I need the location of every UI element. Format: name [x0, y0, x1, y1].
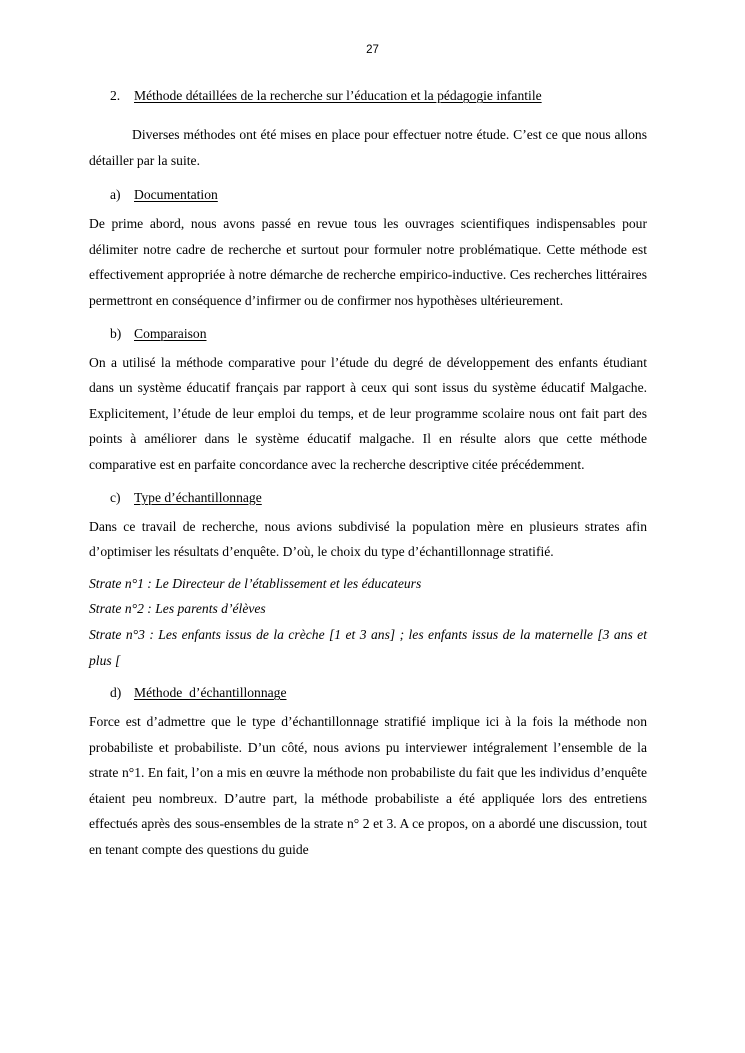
subsection-heading-type-echantillonnage: [110, 488, 647, 508]
strate-1: Strate n°1 : Le Directeur de l’établissement et les éducateurs: [89, 575, 422, 591]
type-echantillonnage-paragraph: Dans ce travail de recherche, nous avions subdivisé la population mère en plusieurs strates afin d’optimiser les résultats d’enquête. D’où, le choix du type d’échantillonnage stratifié.: [89, 518, 647, 560]
subsection-heading-methode-echantillonnage: [110, 683, 647, 703]
subsection-title: Comparaison: [134, 325, 207, 341]
section-heading: [110, 86, 647, 106]
methode-echantillonnage-paragraph: Force est d’admettre que le type d’échantillonnage stratifié implique ici à la fois la méthode non probabiliste et probabiliste. D’un côté, nous avions pu interviewer intégralement l’ensemble de la strate n°1. En fait, l’on a mis en œuvre la méthode non probabiliste du fait que les individus d’enquête étaient peu nombreux. D’autre part, la méthode probabiliste a été appliquée lors des entretiens effectués après des sous-ensembles de la strate n° 2 et 3. A ce propos, on a abordé une discussion, tout en tenant compte des questions du guide: [89, 714, 647, 858]
section-title: Méthode détaillées de la recherche sur l’éducation et la pédagogie infantile: [134, 88, 542, 103]
documentation-paragraph: De prime abord, nous avons passé en revue tous les ouvrages scientifiques indispensables pour délimiter notre cadre de recherche et surtout pour formuler notre problématique. Cette méthode est effectivement appropriée à notre démarche de recherche empirico-inductive. Ces recherches littéraires permettront en conséquence d’infirmer ou de confirmer nos hypothèses ultérieurement.: [89, 216, 647, 308]
subsection-letter: a): [110, 187, 121, 203]
section-number: 2.: [110, 88, 121, 103]
subsection-heading-comparaison: [110, 324, 647, 344]
subsection-letter: c): [110, 489, 121, 505]
subsection-title: Méthode d’échantillonnage: [134, 685, 287, 701]
subsection-title: Documentation: [134, 187, 218, 203]
page-number: 27: [366, 44, 379, 56]
section-intro: Diverses méthodes ont été mises en place pour effectuer notre étude. C’est ce que nous allons détailler par la suite.: [89, 127, 647, 168]
strate-2: Strate n°2 : Les parents d’élèves: [89, 601, 266, 617]
subsection-letter: b): [110, 325, 122, 341]
comparaison-paragraph: On a utilisé la méthode comparative pour l’étude du degré de développement des enfants étudiant dans un système éducatif français par rapport à ceux qui sont issus du système éducatif Malgache. Explicitement, l’étude de leur emploi du temps, et de leur programme scolaire nous ont fait part des points à améliorer dans le système éducatif malgache. Il en résulte alors que cette méthode comparative est en parfaite concordance avec la recherche descriptive citée précédemment.: [89, 354, 647, 472]
subsection-title: Type d’échantillonnage: [134, 489, 262, 505]
subsection-heading-documentation: [110, 185, 647, 205]
subsection-letter: d): [110, 685, 122, 701]
page-content: [89, 86, 647, 863]
strate-3: Strate n°3 : Les enfants issus de la crèche [1 et 3 ans] ; les enfants issus de la maternelle [3 ans et plus [: [89, 626, 647, 668]
